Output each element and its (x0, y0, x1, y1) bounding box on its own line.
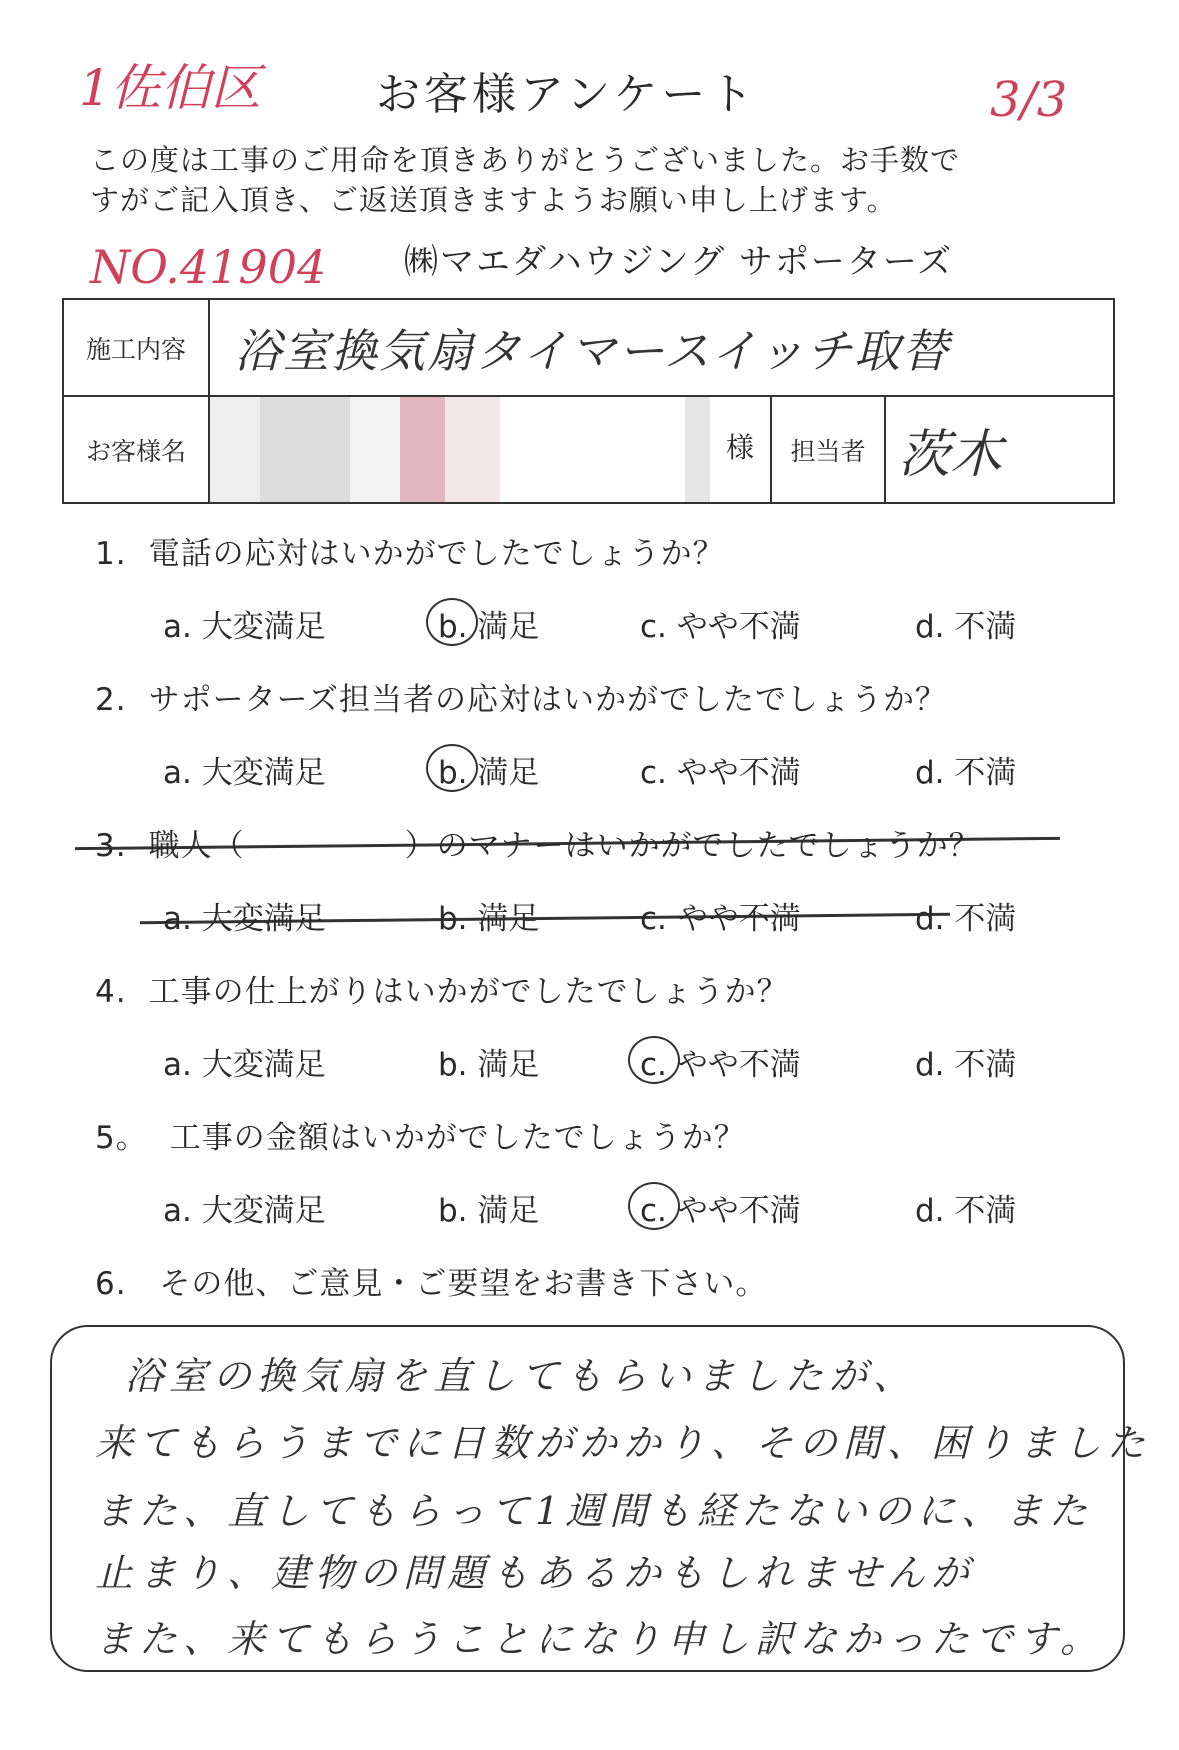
option-d[interactable]: d. 不満 (915, 1047, 1017, 1083)
question-text: 職人（ ）のマナーはいかがでしたでしょうか？ (148, 828, 981, 864)
option-d[interactable]: d. 不満 (915, 609, 1017, 645)
option-b[interactable]: b. 満足 (438, 755, 540, 791)
info-table (62, 298, 1115, 504)
comment-line: また、来てもらうことになり申し訳なかったです。 (95, 1617, 1104, 1661)
comment-line: 浴室の換気扇を直してもらいましたが、 (125, 1354, 918, 1398)
customer-label: お客様名 (63, 396, 209, 503)
customer-name-field (209, 396, 771, 503)
option-c[interactable]: c. やや不満 (640, 1047, 801, 1083)
question-number: 6. (95, 1266, 127, 1302)
question-5 (95, 1112, 746, 1157)
option-c[interactable]: c. やや不満 (640, 755, 801, 791)
page-title: お客様アンケート (376, 69, 758, 120)
question-number: 5。 (95, 1120, 148, 1156)
number-note: NO.41904 (90, 240, 327, 294)
option-d[interactable]: d. 不満 (915, 901, 1017, 937)
option-d[interactable]: d. 不満 (915, 755, 1017, 791)
question-text: サポーターズ担当者の応対はいかがでしたでしょうか？ (148, 682, 948, 718)
option-b[interactable]: b. 満足 (438, 1047, 540, 1083)
question-6 (95, 1258, 767, 1303)
option-a[interactable]: a. 大変満足 (163, 755, 326, 791)
option-c[interactable]: c. やや不満 (640, 901, 801, 937)
page-note: 3/3 (990, 72, 1068, 128)
question-1 (95, 528, 725, 573)
intro-line-2: すがご記入頂き、ご返送頂きますようお願い申し上げます。 (90, 183, 897, 217)
question-3 (95, 820, 981, 865)
company-name: ㈱マエダハウジング サポーターズ (404, 242, 954, 282)
question-text: 工事の金額はいかがでしたでしょうか？ (169, 1120, 746, 1156)
option-c[interactable]: c. やや不満 (640, 609, 801, 645)
question-number: 3. (95, 828, 127, 864)
question-2 (95, 674, 947, 719)
option-a[interactable]: a. 大変満足 (163, 609, 326, 645)
question-number: 1. (95, 536, 127, 572)
customer-suffix: 様 (725, 430, 754, 464)
question-number: 4. (95, 974, 127, 1010)
option-b[interactable]: b. 満足 (438, 1193, 540, 1229)
question-text: その他、ご意見・ご要望をお書き下さい。 (159, 1266, 768, 1302)
intro-line-1: この度は工事のご用命を頂きありがとうございました。お手数で (90, 143, 961, 177)
option-b[interactable]: b. 満足 (438, 609, 540, 645)
question-4 (95, 966, 789, 1011)
option-b[interactable]: b. 満足 (438, 901, 540, 937)
comment-line: また、直してもらって1週間も経たないのに、また (95, 1489, 1094, 1533)
work-value: 浴室換気扇タイマースイッチ取替 (209, 299, 1114, 396)
comment-line: 来てもらうまでに日数がかかり、その間、困りました (95, 1421, 1152, 1465)
staff-value: 茨木 (885, 396, 1114, 503)
redacted-name (210, 397, 710, 502)
question-text: 工事の仕上がりはいかがでしたでしょうか？ (148, 974, 789, 1010)
question-number: 2. (95, 682, 127, 718)
branch-note: 1佐伯区 (79, 59, 261, 117)
option-d[interactable]: d. 不満 (915, 1193, 1017, 1229)
option-a[interactable]: a. 大変満足 (163, 1193, 326, 1229)
option-c[interactable]: c. やや不満 (640, 1193, 801, 1229)
option-a[interactable]: a. 大変満足 (163, 901, 326, 937)
staff-label: 担当者 (771, 396, 885, 503)
comment-line: 止まり、建物の問題もあるかもしれませんが (95, 1551, 976, 1595)
work-label: 施工内容 (63, 299, 209, 396)
question-text: 電話の応対はいかがでしたでしょうか？ (148, 536, 725, 572)
option-a[interactable]: a. 大変満足 (163, 1047, 326, 1083)
